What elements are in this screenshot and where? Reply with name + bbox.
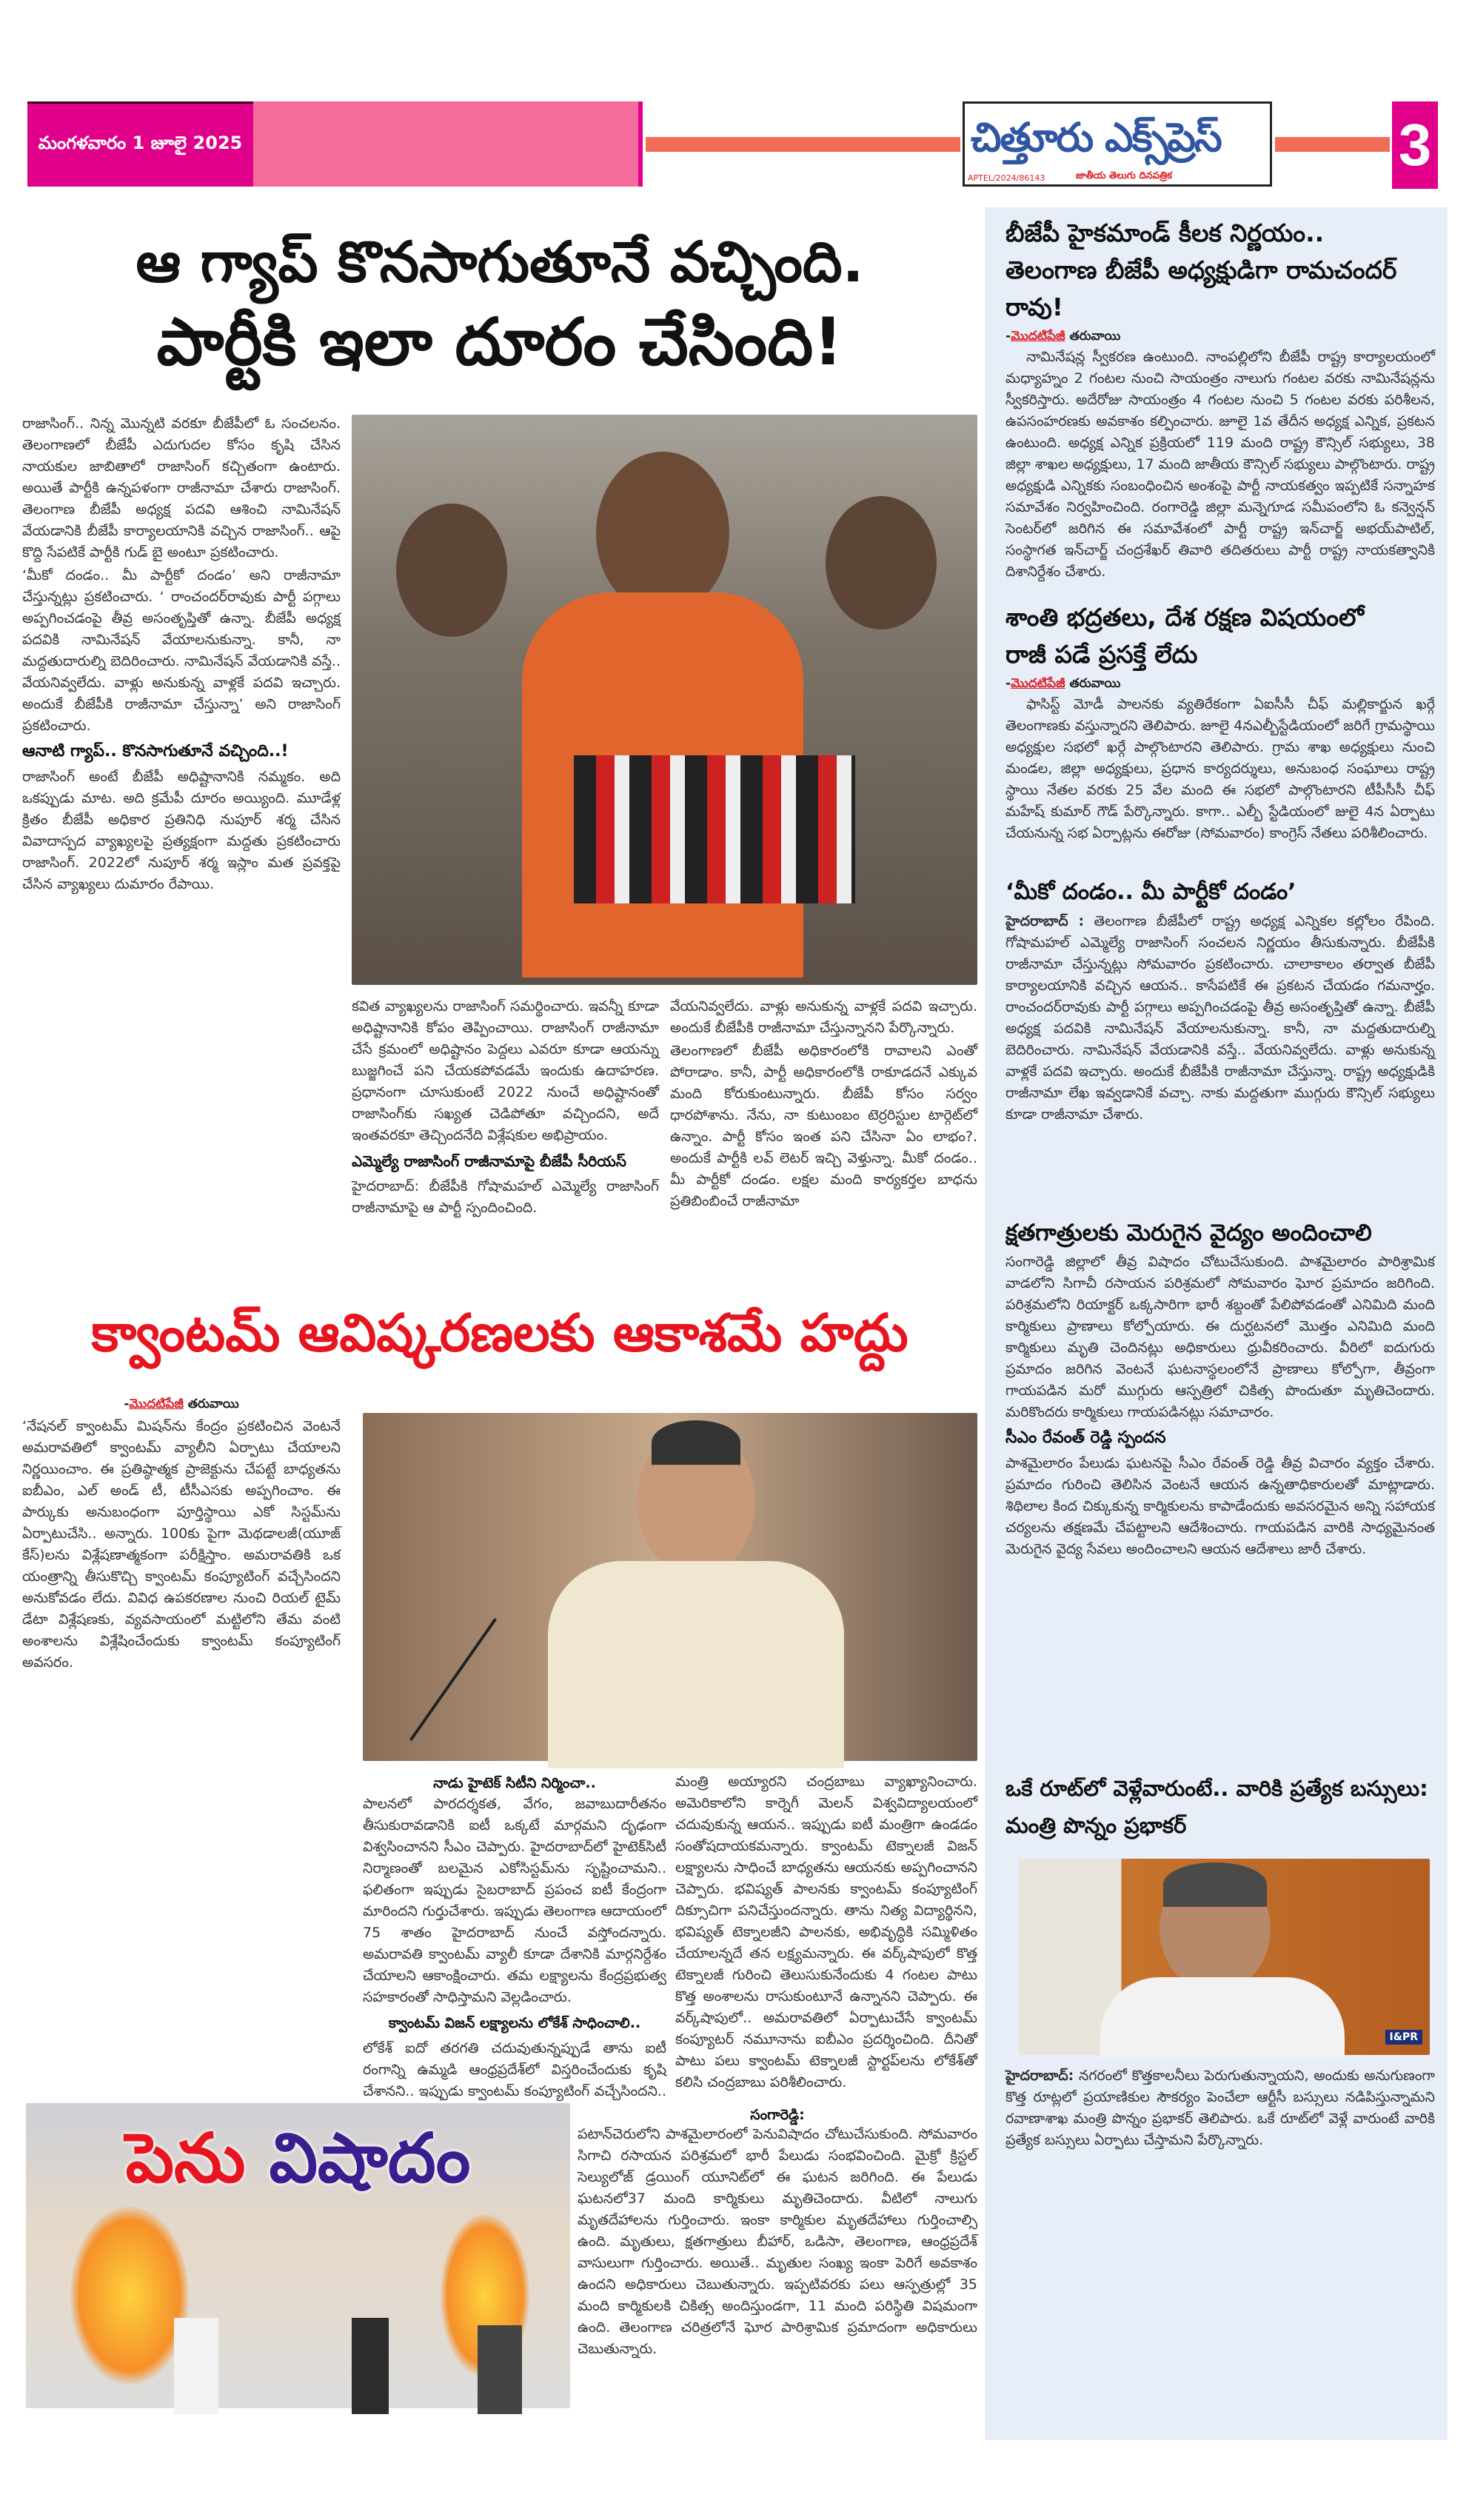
sidebar-bus-article (1005, 1770, 1435, 2151)
header-pink-band (253, 101, 638, 187)
header-divider-left (646, 137, 960, 152)
paragraph: పాలనలో పారదర్శకత, వేగం, జవాబుదారీతనం తీసుకురావడానికి ఐటీ ఒక్కటే మార్గమని దృఢంగా విశ్వసించానని సీఎం చెప్పారు. హైదరాబాద్‌లో హైటెక్‌సిటీ నిర్మాణంతో బలమైన ఎకోసిస్టమ్‌ను సృష్టించామని.. ఫలితంగా ఇప్పుడు సైబరాబాద్ ప్రపంచ ఐటీ కేంద్రంగా మారిందని గుర్తుచేశారు. ఇప్పుడు తెలంగాణ ఆదాయంలో 75 శాతం హైదరాబాద్ నుంచే వస్తోందన్నారు. అమరావతి క్వాంటమ్ వ్యాలీ కూడా దేశానికి మార్గనిర్దేశం చేయాలని ఆకాంక్షించారు. తమ లక్ష్యాలను కేంద్రప్రభుత్వ సహకారంతో సాధిస్తామని వెల్లడించారు. (363, 1796, 666, 2005)
tragedy-body (578, 2124, 977, 2420)
issue-date: మంగళవారం 1 జూలై 2025 (38, 133, 243, 153)
continued-label (1005, 673, 1435, 694)
continued-label (1005, 326, 1435, 347)
continued-suffix: తరువాయి (183, 1397, 239, 1411)
lead-column-1 (22, 413, 341, 1265)
article-headline: రాజీ పడే ప్రసక్తే లేదు (1005, 640, 1198, 669)
continued-from: మొదటిపేజీ (1011, 329, 1065, 344)
article-body (1005, 2065, 1435, 2151)
date-banner (27, 101, 253, 187)
masthead-logo (963, 101, 1272, 187)
body-text: నగరంలో కొత్తకాలనీలు పెరుగుతున్నాయని, అందుకు అనుగుణంగా కొత్త రూట్లలో ప్రయాణికుల సౌకర్యం పెంచేలా ఆర్టీసీ బస్సులు నడిపిస్తున్నామని రవాణాశాఖ మంత్రి పొన్నం ప్రభాకర్ తెలిపారు. ఒకే రూట్‌లో వెళ్లే వారుంటే వారికి ప్రత్యేక బస్సులు ఏర్పాటు చేస్తామని పేర్కొన్నారు. (1005, 2068, 1435, 2148)
paragraph: రాజాసింగ్ అంటే బీజేపీ అధిష్టానానికి నమ్మకం. అది ఒకప్పుడు మాట. అది క్రమేపీ దూరం అయ్యింది. మూడేళ్ల క్రితం బీజేపీ అధికార ప్రతినిధి నుపూర్ శర్మ చేసిన వివాదాస్పద వ్యాఖ్యలపై ప్రత్యక్షంగా మద్దతు ప్రకటించారు రాజాసింగ్. 2022లో నుపూర్ శర్మ ఇస్లాం మత ప్రవక్తపై చేసిన వ్యాఖ్యలు దుమారం రేపాయి. (22, 769, 341, 892)
article-headline: తెలంగాణ బీజేపీ అధ్యక్షుడిగా రామచందర్ రావు! (1005, 255, 1397, 321)
continued-label (22, 1394, 341, 1414)
logo-title: చిత్తూరు ఎక్స్‌ప్రెస్ (971, 114, 1221, 161)
quantum-column-3 (675, 1771, 977, 2090)
headline-word-blue: విషాదం (269, 2119, 471, 2198)
dateline: హైదరాబాద్: (1005, 2068, 1074, 2084)
lead-headline-line2: పార్టీకి ఇలా దూరం చేసింది! (156, 304, 843, 380)
header-magenta-edge (638, 101, 643, 187)
lead-column-2 (352, 996, 659, 1263)
quantum-caption-subheading: నాడు హైటెక్ సిటీని నిర్మించా.. (433, 1775, 596, 1791)
logo-registration: APTEL/2024/86143 (968, 173, 1045, 183)
continued-from: మొదటిపేజీ (1011, 676, 1065, 691)
paragraph: మంత్రి అయ్యారని చంద్రబాబు వ్యాఖ్యానించారు. అమెరికాలోని కార్నెగీ మెలన్ విశ్వవిద్యాలయంలో చదువుకున్న ఆయన.. ఇప్పుడు ఐటీ మంత్రిగా ఉండడం సంతోషదాయకమన్నారు. క్వాంటమ్ టెక్నాలజీ విజన్ లక్ష్యాలను సాధించే బాధ్యతను ఆయనకు అప్పగించానని చెప్పారు. భవిష్యత్ పాలనకు క్వాంటమ్ కంప్యూటింగ్ దిక్సూచిగా పనిచేస్తుందన్నారు. తాను నిత్య విద్యార్థినని, భవిష్యత్ టెక్నాలజీని పాలనకు, అభివృద్ధికి సమ్మిళితం చేయాలన్నదే తన లక్ష్యమన్నారు. ఈ వర్క్‌షాపులో కొత్త టెక్నాలజీ గురించి తెలుసుకునేందుకు 4 గంటల పాటు కొత్త అంశాలను రాసుకుంటూనే ఉన్నానని చెప్పారు. ఈ వర్క్‌షాపులో.. అమరావతిలో ఏర్పాటుచేసే క్వాంటమ్ కంప్యూటర్ నమూనాను ఐబీఎం ప్రదర్శించింది. దీనితో పాటు పలు క్వాంటమ్ టెక్నాలజీ స్టార్టప్‌లను లోకేశ్‌తో కలిసి చంద్రబాబు పరిశీలించారు. (675, 1774, 977, 2090)
article-body: పాశమైలారం పేలుడు ఘటనపై సీఎం రేవంత్ రెడ్డి తీవ్ర విచారం వ్యక్తం చేశారు. ప్రమాదం గురించి తెలిసిన వెంటనే ఆయన ఉన్నతాధికారులతో మాట్లాడారు. శిథిలాల కింద చిక్కుకున్న కార్మికులను కాపాడేందుకు అవసరమైన అన్ని సహాయక చర్యలను తక్షణమే చేపట్టాలని ఆదేశించారు. గాయపడిన వారికి సాధ్యమైనంత మెరుగైన వైద్య సేవలు అందించాలని ఆయన ఆదేశాలు జారీ చేశారు. (1005, 1455, 1435, 1557)
continued-from: మొదటిపేజీ (129, 1397, 184, 1411)
sidebar-content (1005, 215, 1435, 1560)
dash: - (1005, 676, 1011, 691)
headline-word-red: పెను (125, 2119, 246, 2198)
paragraph: కవిత వ్యాఖ్యలను రాజాసింగ్ సమర్థించారు. ఇవన్నీ కూడా అధిష్టానానికి కోపం తెప్పించాయి. రాజాసింగ్ రాజీనామా చేసే క్రమంలో అధిష్టానం పెద్దలు ఎవరూ కూడా ఆయన్ను బుజ్జగించే పని చేయకపోవడమే ఇందుకు ఉదాహరణ. ప్రధానంగా చూసుకుంటే 2022 నుంచే అధిష్టానంతో రాజాసింగ్‌కు సఖ్యత చెడిపోతూ వచ్చిందని, అదే ఇంతవరకూ తెచ్చిందనేది విశ్లేషకుల అభిప్రాయం. (352, 998, 659, 1143)
subheading: క్వాంటమ్ విజన్ లక్ష్యాలను లోకేశ్ సాధించాలి.. (388, 2015, 641, 2031)
header-divider-right (1275, 137, 1390, 152)
dateline: హైదరాబాద్ : (1005, 913, 1085, 929)
article-headline: శాంతి భద్రతలు, దేశ రక్షణ విషయంలో (1005, 603, 1364, 632)
tragedy-headline (26, 2103, 570, 2214)
paragraph: వేయనివ్వలేదు. వాళ్లు అనుకున్న వాళ్లకే పదవి ఇచ్చారు. అందుకే బీజేపీకి రాజీనామా చేస్తున్నానని పేర్కొన్నారు. (670, 998, 977, 1036)
logo-tagline: జాతీయ తెలుగు దినపత్రిక (1076, 170, 1172, 181)
tragedy-dateline: సంగారెడ్డి: (750, 2107, 805, 2123)
subheading: సీఎం రేవంత్ రెడ్డి స్పందన (1005, 1428, 1166, 1447)
paragraph: తెలంగాణలో బీజేపీ అధికారంలోకి రావాలని ఎంతో పోరాడాం. కానీ, పార్టీ అధికారంలోకి రాకూడదనే ఎక్కువ మంది కోరుకుంటున్నారు. బీజేపీ కోసం సర్వం ధారపోశాను. నేను, నా కుటుంబం టెర్రరిస్టుల టార్గెట్‌లో ఉన్నాం. పార్టీ కోసం ఇంత పని చేసినా ఏం లాభం?. అందుకే పార్టీకి లవ్ లెటర్ ఇచ్చి వెళ్తున్నా. మీకో దండం.. మీ పార్టీకో దండం. లక్షల మంది కార్యకర్తల బాధను ప్రతిబింబించే రాజీనామా (670, 1043, 977, 1209)
body-text: తెలంగాణ బీజేపీలో రాష్ట్ర అధ్యక్ష ఎన్నికల కల్లోలం రేపింది. గోషామహల్ ఎమ్మెల్యే రాజాసింగ్ సంచలన నిర్ణయం తీసుకున్నారు. బీజేపీకి రాజీనామా చేస్తున్నట్లు సోమవారం ప్రకటించారు. చాలాకాలం తర్వాత బీజేపీ కార్యాలయానికి వచ్చిన ఆయన.. కాసేపటికే ఈ ప్రకటన చేయడం గమనార్హం. రాంచందర్‌రావుకు పార్టీ పగ్గాలు అప్పగించడంపై తీవ్ర అసంతృప్తితో ఉన్నా. బీజేపీ అధ్యక్ష పదవికి నామినేషన్ వేయాలనుకున్నా. కానీ, నా మద్దతుదారుల్ని బెదిరించారు. నామినేషన్ వేయడానికి వస్తే.. వేయనివ్వలేదు. వాళ్లు అనుకున్న వాళ్లకే పదవి ఇచ్చారు. అందుకే బీజేపీకి రాజీనామా చేస్తున్నా. రాష్ట్ర అధ్యక్షుడికి రాజీనామా లేఖ ఇవ్వడానికే వచ్చా. నాకు మద్దతుగా ముగ్గురు కౌన్సిల్ సభ్యులు కూడా రాజీనామా చేశారు. (1005, 913, 1435, 1123)
quantum-headline: క్వాంటమ్ ఆవిష్కరణలకు ఆకాశమే హద్దు (91, 1303, 908, 1363)
quantum-column-1 (22, 1416, 341, 2090)
paragraph: పటాన్‌చెరులోని పాశమైలారంలో పెనువిషాదం చోటుచేసుకుంది. సోమవారం సిగాచి రసాయన పరిశ్రమలో భారీ పేలుడు సంభవించింది. మైక్రో క్రిస్టల్ సెల్యులోజ్ డ్రయింగ్ యూనిట్‌లో ఈ ఘటన జరిగింది. ఈ పేలుడు ఘటనలో37 మంది కార్మికులు మృతిచెందారు. వీటిలో నాలుగు మృతదేహాలను గుర్తించారు. ఇంకా కార్మికుల మృతదేహాలు గుర్తించాల్సి ఉంది. మృతులు, క్షతగాత్రులు బీహార్, ఒడిసా, తెలంగాణ, ఆంధ్రప్రదేశ్ వాసులుగా గుర్తించారు. అయితే.. మృతుల సంఖ్య ఇంకా పెరిగే అవకాశం ఉందని అధికారులు చెబుతున్నారు. ఇప్పటివరకు పలు ఆస్పత్రుల్లో 35 మంది కార్మికులకి చికిత్స అందిస్తుండగా, 11 మంది పరిస్థితి విషమంగా ఉంది. తెలంగాణ చరిత్రలోనే ఘోర పారిశ్రామిక ప్రమాదంగా అధికారులు చెబుతున్నారు. (578, 2126, 977, 2357)
dash: - (124, 1397, 130, 1411)
article-headline: బీజేపీ హైకమాండ్ కీలక నిర్ణయం.. (1005, 218, 1325, 247)
subheading: ఎమ్మెల్యే రాజాసింగ్ రాజీనామాపై బీజేపీ సీరియస్ (352, 1152, 626, 1170)
dash: - (1005, 329, 1011, 344)
continued-suffix: తరువాయి (1065, 676, 1121, 691)
continued-suffix: తరువాయి (1065, 329, 1121, 344)
article-headline: క్షతగాత్రులకు మెరుగైన వైద్యం అందించాలి (1005, 1220, 1372, 1246)
page-number: 3 (1398, 112, 1432, 178)
paragraph: ‘నేషనల్ క్వాంటమ్ మిషన్‌ను కేంద్రం ప్రకటించిన వెంటనే అమరావతిలో క్వాంటమ్ వ్యాలీని ఏర్పాటు చేయాలని నిర్ణయించాం. ఈ ప్రతిష్ఠాత్మక ప్రాజెక్టును చేపట్టే బాధ్యతను ఐబీఎం, ఎల్ అండ్ టీ, టీసీఎసకు అప్పగించాం. ఈ పార్కుకు అనుబంధంగా పూర్తిస్థాయి ఎకో సిస్టమ్‌ను ఏర్పాటుచేసి.. అన్నారు. 100కు పైగా మెథడాలజీ(యూజ్ కేస్)లను విశ్లేషణాత్మకంగా పరీక్షిస్తాం. అమరావతికి ఒక యంత్రాన్ని తీసుకొచ్చి క్వాంటమ్ కంప్యూటింగ్ వచ్చేసిందని అనుకోవడం లేదు. వివిధ ఉపకరణాల నుంచి రియల్ టైమ్ డేటా విశ్లేషణకు, వ్యవసాయంలో మట్టిలోని తేమ వంటి అంశాలను విశ్లేషించేందుకు క్వాంటమ్ కంప్యూటింగ్ అవసరం. (22, 1418, 341, 1671)
article-headline: ‘మీకో దండం.. మీ పార్టీకో దండం’ (1005, 879, 1296, 905)
quantum-column-2 (363, 1794, 666, 2099)
paragraph: ‘మీకో దండం.. మీ పార్టీకో దండం’ అని రాజీనామా చేస్తున్నట్లు ప్రకటించారు. ‘ రాంచందర్‌రావుకు పార్టీ పగ్గాలు అప్పగించడంపై తీవ్ర అసంతృప్తితో ఉన్నా. బీజేపీ అధ్యక్ష పదవికి నామినేషన్ వేయాలనుకున్నా. కానీ, నా మద్దతుదారుల్ని బెదిరించారు. నామినేషన్ వేయడానికి వస్తే.. వేయనివ్వలేదు. వాళ్లు అనుకున్న వాళ్లకే పదవి ఇచ్చారు. అందుకే బీజేపీకి రాజీనామా చేస్తున్నా’ అని రాజాసింగ్ ప్రకటించారు. (22, 567, 341, 734)
article-body: ఫాసిస్ట్ మోడీ పాలనకు వ్యతిరేకంగా ఏఐసీసీ చీఫ్ మల్లికార్జున ఖర్గే తెలంగాణకు వస్తున్నారని తెలిపారు. జూలై 4నఎల్బీస్టేడియంలో జరిగే గ్రామస్థాయి అధ్యక్షుల సభలో ఖర్గే పాల్గొంటారని తెలిపారు. గ్రామ శాఖ అధ్యక్షులు నుంచి మండల, జిల్లా అధ్యక్షులు, ప్రధాన కార్యదర్శులు, అనుబంధ సంఘాలు రాష్ట్ర స్థాయి నేతల వరకు 25 వేల మంది ఈ సభలో పాల్గొంటారని టీపీసీసీ చీఫ్ మహేష్ కుమార్ గౌడ్ పేర్కొన్నారు. కాగా.. ఎల్బీ స్టేడియంలో జులై 4న ఏర్పాటు చేయనున్న సభ ఏర్పాట్లను ఈరోజు (సోమవారం) కాంగ్రెస్ నేతలు పరిశీలించారు. (1005, 696, 1435, 841)
factory-fire-photo (26, 2103, 570, 2408)
subheading: ఆనాటి గ్యాప్.. కొనసాగుతూనే వచ్చింది..! (22, 742, 289, 761)
ponnam-prabhakar-photo (1019, 1859, 1430, 2055)
article-body: సంగారెడ్డి జిల్లాలో తీవ్ర విషాదం చోటుచేసుకుంది. పాశమైలారం పారిశ్రామిక వాడలోని సిగాచీ రసాయన పరిశ్రమలో సోమవారం ఘోర ప్రమాదం జరిగింది. పరిశ్రమలోని రియాక్టర్ ఒక్కసారిగా భారీ శబ్దంతో పేలిపోవడంతో ఎనిమిది మంది కార్మికులు ప్రాణాలు కోల్పోయారు. ఈ దుర్ఘటనలో మొత్తం ఎనిమిది మంది కార్మికులు మృతి చెందినట్లు అధికారులు ధ్రువీకరించారు. వీరిలో ఐదుగురు ప్రమాదం జరిగిన వెంటనే ఘటనాస్థలంలోనే ప్రాణాలు కోల్పోగా, తీవ్రంగా గాయపడిన మరో ముగ్గురు ఆస్పత్రిలో చికిత్స పొందుతూ మృతిచెందారు. మరికొందరు కార్మికులు గాయపడినట్లు సమాచారం. (1005, 1254, 1435, 1420)
paragraph: రాజాసింగ్.. నిన్న మొన్నటి వరకూ బీజేపీలో ఓ సంచలనం. తెలంగాణలో బీజేపీ ఎదుగుదల కోసం కృషి చేసిన నాయకుల జాబితాలో రాజాసింగ్ కచ్చితంగా ఉంటారు. అయితే పార్టీకి ఉన్నపళంగా రాజీనామా చేశారు రాజాసింగ్. తెలంగాణ బీజేపీ అధ్యక్ష పదవి ఆశించి నామినేషన్ వేయడానికి బీజేపీ కార్యాలయానికి వచ్చిన రాజాసింగ్.. ఆపై కొద్ది సేపటికే పార్టీకి గుడ్ బై అంటూ ప్రకటించారు. (22, 415, 341, 561)
article-headline: ఒకే రూట్‌లో వెళ్లేవారుంటే.. వారికి ప్రత్యేక బస్సులు: (1005, 1776, 1428, 1801)
page-number-box (1392, 101, 1438, 189)
lead-headline-line1: ఆ గ్యాప్ కొనసాగుతూనే వచ్చింది. (135, 229, 864, 295)
lead-headline (22, 222, 977, 382)
article-body (1005, 911, 1435, 1126)
photo-credit-badge: I&PR (1385, 2030, 1422, 2045)
paragraph: హైదరాబాద్: బీజేపీకి గోషామహల్ ఎమ్మెల్యే రాజాసింగ్ రాజీనామాపై ఆ పార్టీ స్పందించింది. (352, 1178, 659, 1216)
chandrababu-photo (363, 1413, 977, 1761)
article-body: నామినేషన్ల స్వీకరణ ఉంటుంది. నాంపల్లిలోని బీజేపీ రాష్ట్ర కార్యాలయంలో మధ్యాహ్నం 2 గంటల నుంచి సాయంత్రం నాలుగు గంటల వరకు నామినేషన్లను స్వీకరిస్తారు. అదేరోజు సాయంత్రం 4 గంటల నుంచి 5 గంటల వరకు పరిశీలన, ఉపసంహరణకు అవకాశం కల్పించారు. జూలై 1వ తేదీన అధ్యక్ష ఎన్నిక, ప్రకటన ఉంటుంది. అధ్యక్ష ఎన్నిక ప్రక్రియలో 119 మంది రాష్ట్ర కౌన్సిల్ సభ్యులు, 38 జిల్లా శాఖల అధ్యక్షులు, 17 మంది జాతీయ కౌన్సిల్ సభ్యులు పాల్గొంటారు. రాష్ట్ర అధ్యక్షుడి ఎన్నికకు సంబంధించిన అంశంపై పార్టీ నాయకత్వం ఇప్పటికే సన్నాహక సమావేశం నిర్వహించింది. రంగారెడ్డి జిల్లా మన్నెగూడ సమీపంలోని ఓ కన్వెన్షన్ సెంటర్‌లో జరిగిన ఈ సమావేశంలో పార్టీ రాష్ట్ర ఇన్‌చార్జ్ అభయ్‌పాటిల్, సంస్థాగత ఇన్‌చార్జ్ చంద్రశేఖర్ తివారి తదితరులు పార్టీ రాష్ట్ర నాయకత్వానికి దిశానిర్దేశం చేశారు. (1005, 349, 1435, 580)
raja-singh-press-photo (352, 415, 977, 985)
article-headline: మంత్రి పొన్నం ప్రభాకర్ (1005, 1813, 1187, 1838)
paragraph: లోకేశ్ ఐదో తరగతి చదువుతున్నప్పుడే తాను ఐటీ రంగాన్ని ఉమ్మడి ఆంధ్రప్రదేశ్‌లో విస్తరించేందుకు కృషి చేశానని.. ఇప్పుడు క్వాంటమ్ కంప్యూటింగ్ వచ్చేసిందని.. (363, 2040, 666, 2099)
lead-column-3 (670, 996, 977, 1263)
